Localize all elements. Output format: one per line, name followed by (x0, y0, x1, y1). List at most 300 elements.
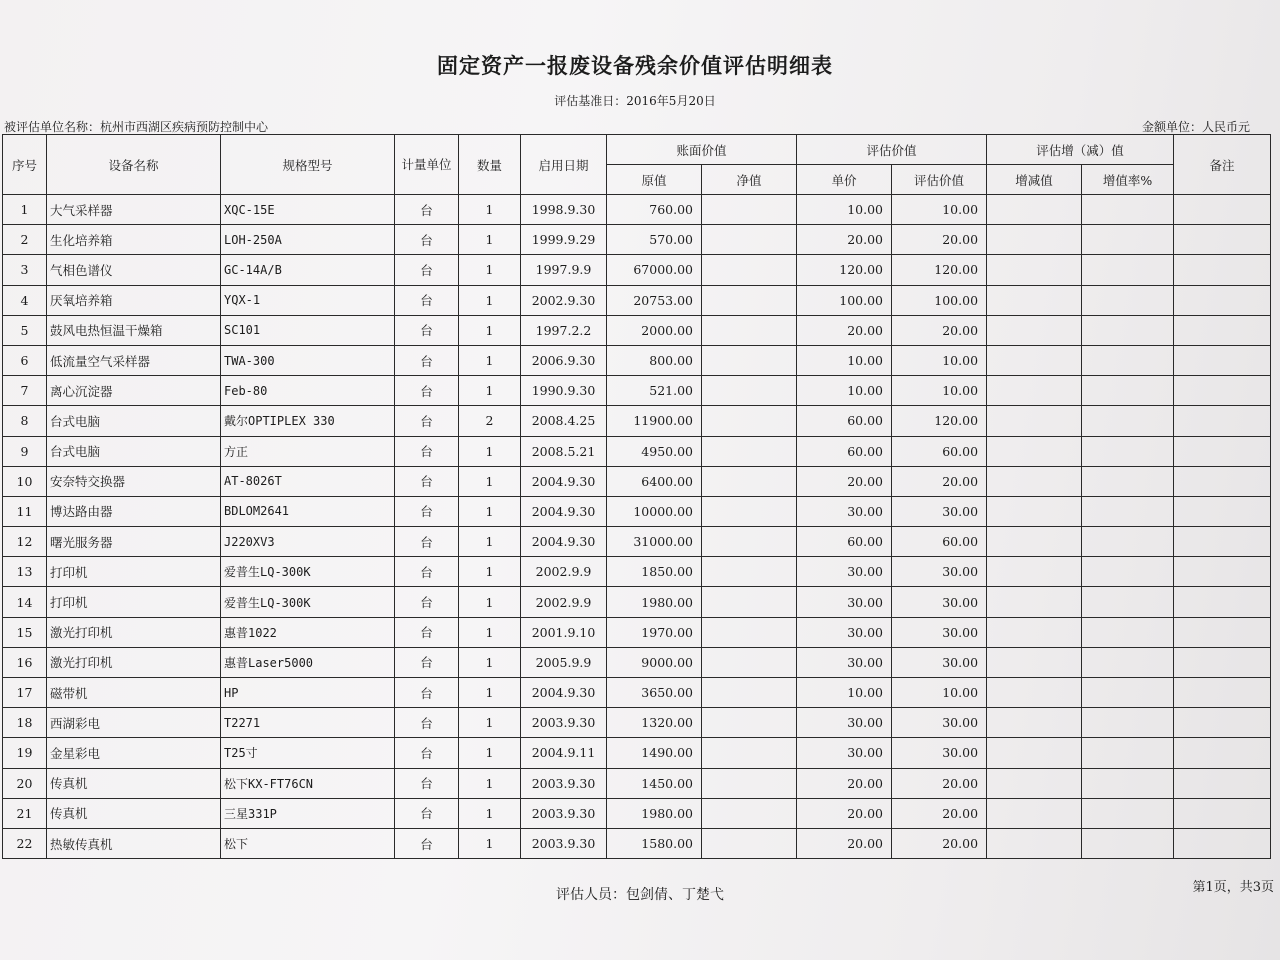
cell-unit-price: 60.00 (797, 527, 892, 557)
cell-remark (1174, 768, 1271, 798)
cell-model: 惠普Laser5000 (221, 647, 395, 677)
cell-start-date: 2001.9.10 (521, 617, 607, 647)
cell-unit-price: 30.00 (797, 587, 892, 617)
header-unit-price: 单价 (797, 165, 892, 195)
cell-name: 传真机 (47, 798, 221, 828)
cell-unit-price: 30.00 (797, 708, 892, 738)
cell-seq: 9 (3, 436, 47, 466)
cell-net-value (702, 768, 797, 798)
cell-seq: 19 (3, 738, 47, 768)
cell-qty: 1 (459, 255, 521, 285)
cell-model: 惠普1022 (221, 617, 395, 647)
cell-model: LOH-250A (221, 225, 395, 255)
cell-unit: 台 (395, 195, 459, 225)
cell-change-rate (1082, 557, 1174, 587)
cell-model: GC-14A/B (221, 255, 395, 285)
cell-unit-price: 100.00 (797, 285, 892, 315)
cell-remark (1174, 406, 1271, 436)
table-row (3, 738, 1271, 768)
cell-unit: 台 (395, 406, 459, 436)
cell-change-amount (987, 768, 1082, 798)
cell-name: 西湖彩电 (47, 708, 221, 738)
cell-change-rate (1082, 225, 1174, 255)
cell-eval-amount: 20.00 (892, 768, 987, 798)
cell-model: TWA-300 (221, 345, 395, 375)
cell-remark (1174, 225, 1271, 255)
cell-change-rate (1082, 617, 1174, 647)
cell-eval-amount: 20.00 (892, 466, 987, 496)
cell-qty: 1 (459, 466, 521, 496)
header-seq: 序号 (3, 135, 47, 195)
cell-eval-amount: 10.00 (892, 195, 987, 225)
cell-change-amount (987, 617, 1082, 647)
cell-qty: 1 (459, 768, 521, 798)
cell-net-value (702, 496, 797, 526)
cell-change-rate (1082, 345, 1174, 375)
cell-start-date: 2003.9.30 (521, 768, 607, 798)
header-qty: 数量 (459, 135, 521, 195)
cell-orig-value: 1980.00 (607, 798, 702, 828)
cell-eval-amount: 30.00 (892, 496, 987, 526)
cell-remark (1174, 255, 1271, 285)
cell-unit: 台 (395, 647, 459, 677)
cell-model: Feb-80 (221, 376, 395, 406)
cell-qty: 1 (459, 285, 521, 315)
asset-table (2, 134, 1271, 859)
cell-model: J220XV3 (221, 527, 395, 557)
cell-net-value (702, 587, 797, 617)
cell-eval-amount: 120.00 (892, 255, 987, 285)
cell-unit: 台 (395, 708, 459, 738)
cell-unit: 台 (395, 617, 459, 647)
cell-net-value (702, 406, 797, 436)
cell-seq: 17 (3, 678, 47, 708)
cell-unit: 台 (395, 798, 459, 828)
cell-start-date: 2006.9.30 (521, 345, 607, 375)
cell-change-rate (1082, 315, 1174, 345)
cell-change-amount (987, 557, 1082, 587)
cell-remark (1174, 678, 1271, 708)
cell-qty: 1 (459, 617, 521, 647)
cell-change-rate (1082, 587, 1174, 617)
cell-name: 台式电脑 (47, 406, 221, 436)
table-row (3, 647, 1271, 677)
cell-net-value (702, 225, 797, 255)
header-change-amount: 增减值 (987, 165, 1082, 195)
cell-unit: 台 (395, 738, 459, 768)
cell-remark (1174, 195, 1271, 225)
cell-orig-value: 570.00 (607, 225, 702, 255)
cell-change-rate (1082, 678, 1174, 708)
cell-eval-amount: 20.00 (892, 225, 987, 255)
cell-orig-value: 1320.00 (607, 708, 702, 738)
cell-unit: 台 (395, 527, 459, 557)
cell-start-date: 2004.9.30 (521, 527, 607, 557)
table-row (3, 315, 1271, 345)
cell-net-value (702, 738, 797, 768)
cell-name: 鼓风电热恒温干燥箱 (47, 315, 221, 345)
cell-change-rate (1082, 406, 1174, 436)
cell-eval-amount: 30.00 (892, 557, 987, 587)
table-row (3, 195, 1271, 225)
cell-name: 热敏传真机 (47, 828, 221, 858)
cell-orig-value: 9000.00 (607, 647, 702, 677)
cell-seq: 21 (3, 798, 47, 828)
cell-remark (1174, 285, 1271, 315)
cell-change-rate (1082, 768, 1174, 798)
table-row (3, 255, 1271, 285)
header-remark: 备注 (1174, 135, 1271, 195)
cell-unit-price: 60.00 (797, 436, 892, 466)
cell-change-amount (987, 708, 1082, 738)
table-row (3, 496, 1271, 526)
cell-unit: 台 (395, 557, 459, 587)
cell-remark (1174, 617, 1271, 647)
cell-qty: 1 (459, 828, 521, 858)
cell-change-rate (1082, 376, 1174, 406)
table-row (3, 617, 1271, 647)
cell-name: 离心沉淀器 (47, 376, 221, 406)
cell-name: 气相色谱仪 (47, 255, 221, 285)
header-eval-value: 评估价值 (797, 135, 987, 165)
cell-net-value (702, 617, 797, 647)
table-row (3, 768, 1271, 798)
cell-net-value (702, 708, 797, 738)
cell-net-value (702, 285, 797, 315)
cell-qty: 1 (459, 708, 521, 738)
cell-seq: 20 (3, 768, 47, 798)
cell-remark (1174, 315, 1271, 345)
cell-qty: 1 (459, 557, 521, 587)
cell-start-date: 2004.9.30 (521, 466, 607, 496)
cell-model: T25寸 (221, 738, 395, 768)
cell-net-value (702, 466, 797, 496)
page-title: 固定资产一报废设备残余价值评估明细表 (437, 54, 833, 78)
cell-orig-value: 1490.00 (607, 738, 702, 768)
cell-remark (1174, 496, 1271, 526)
cell-seq: 12 (3, 527, 47, 557)
cell-eval-amount: 30.00 (892, 587, 987, 617)
header-eval-amount: 评估价值 (892, 165, 987, 195)
cell-unit-price: 20.00 (797, 466, 892, 496)
cell-eval-amount: 20.00 (892, 798, 987, 828)
cell-qty: 1 (459, 225, 521, 255)
cell-unit: 台 (395, 587, 459, 617)
cell-model: 方正 (221, 436, 395, 466)
cell-eval-amount: 60.00 (892, 436, 987, 466)
cell-start-date: 2003.9.30 (521, 828, 607, 858)
cell-change-rate (1082, 496, 1174, 526)
cell-unit-price: 20.00 (797, 828, 892, 858)
cell-name: 磁带机 (47, 678, 221, 708)
cell-model: 松下 (221, 828, 395, 858)
cell-model: 三星331P (221, 798, 395, 828)
cell-unit-price: 120.00 (797, 255, 892, 285)
cell-seq: 10 (3, 466, 47, 496)
cell-orig-value: 6400.00 (607, 466, 702, 496)
cell-qty: 1 (459, 376, 521, 406)
cell-net-value (702, 798, 797, 828)
table-row (3, 466, 1271, 496)
cell-seq: 14 (3, 587, 47, 617)
cell-seq: 5 (3, 315, 47, 345)
cell-unit-price: 20.00 (797, 768, 892, 798)
cell-unit-price: 20.00 (797, 798, 892, 828)
cell-orig-value: 1580.00 (607, 828, 702, 858)
cell-orig-value: 10000.00 (607, 496, 702, 526)
cell-change-rate (1082, 255, 1174, 285)
table-row (3, 828, 1271, 858)
cell-change-amount (987, 527, 1082, 557)
cell-unit: 台 (395, 315, 459, 345)
cell-unit-price: 10.00 (797, 345, 892, 375)
cell-start-date: 2008.5.21 (521, 436, 607, 466)
cell-net-value (702, 647, 797, 677)
cell-unit-price: 30.00 (797, 557, 892, 587)
currency-label: 金额单位：人民币元 (1141, 120, 1250, 134)
cell-start-date: 2002.9.9 (521, 587, 607, 617)
cell-change-rate (1082, 647, 1174, 677)
cell-name: 大气采样器 (47, 195, 221, 225)
cell-qty: 1 (459, 195, 521, 225)
cell-change-rate (1082, 738, 1174, 768)
cell-eval-amount: 10.00 (892, 678, 987, 708)
cell-unit-price: 60.00 (797, 406, 892, 436)
cell-orig-value: 760.00 (607, 195, 702, 225)
cell-unit: 台 (395, 828, 459, 858)
cell-qty: 1 (459, 798, 521, 828)
header-net-value: 净值 (702, 165, 797, 195)
table-row (3, 285, 1271, 315)
cell-net-value (702, 315, 797, 345)
table-row (3, 798, 1271, 828)
table-row (3, 678, 1271, 708)
cell-change-amount (987, 406, 1082, 436)
table-row (3, 587, 1271, 617)
cell-orig-value: 20753.00 (607, 285, 702, 315)
cell-remark (1174, 466, 1271, 496)
cell-unit-price: 30.00 (797, 496, 892, 526)
cell-change-amount (987, 195, 1082, 225)
cell-orig-value: 4950.00 (607, 436, 702, 466)
cell-change-rate (1082, 828, 1174, 858)
cell-model: HP (221, 678, 395, 708)
cell-seq: 11 (3, 496, 47, 526)
cell-start-date: 2004.9.30 (521, 496, 607, 526)
cell-net-value (702, 527, 797, 557)
cell-remark (1174, 647, 1271, 677)
table-row (3, 436, 1271, 466)
cell-name: 激光打印机 (47, 647, 221, 677)
cell-eval-amount: 30.00 (892, 617, 987, 647)
cell-unit-price: 30.00 (797, 738, 892, 768)
table-row (3, 527, 1271, 557)
cell-unit: 台 (395, 225, 459, 255)
cell-model: 戴尔OPTIPLEX 330 (221, 406, 395, 436)
cell-seq: 3 (3, 255, 47, 285)
cell-eval-amount: 30.00 (892, 708, 987, 738)
cell-seq: 18 (3, 708, 47, 738)
cell-change-amount (987, 678, 1082, 708)
cell-change-rate (1082, 527, 1174, 557)
cell-unit: 台 (395, 285, 459, 315)
cell-seq: 22 (3, 828, 47, 858)
cell-unit-price: 30.00 (797, 617, 892, 647)
table-row (3, 406, 1271, 436)
cell-name: 台式电脑 (47, 436, 221, 466)
cell-start-date: 2002.9.30 (521, 285, 607, 315)
cell-eval-amount: 60.00 (892, 527, 987, 557)
cell-name: 安奈特交换器 (47, 466, 221, 496)
cell-name: 曙光服务器 (47, 527, 221, 557)
cell-model: 松下KX-FT76CN (221, 768, 395, 798)
cell-start-date: 1990.9.30 (521, 376, 607, 406)
cell-change-amount (987, 738, 1082, 768)
header-start-date: 启用日期 (521, 135, 607, 195)
cell-remark (1174, 345, 1271, 375)
cell-name: 打印机 (47, 557, 221, 587)
cell-unit: 台 (395, 376, 459, 406)
cell-change-amount (987, 647, 1082, 677)
cell-name: 打印机 (47, 587, 221, 617)
cell-unit-price: 30.00 (797, 647, 892, 677)
cell-eval-amount: 30.00 (892, 738, 987, 768)
cell-orig-value: 11900.00 (607, 406, 702, 436)
cell-net-value (702, 345, 797, 375)
cell-name: 厌氧培养箱 (47, 285, 221, 315)
cell-seq: 1 (3, 195, 47, 225)
cell-qty: 1 (459, 738, 521, 768)
cell-change-amount (987, 315, 1082, 345)
cell-remark (1174, 436, 1271, 466)
cell-orig-value: 1450.00 (607, 768, 702, 798)
cell-model: BDLOM2641 (221, 496, 395, 526)
base-date: 评估基准日：2016年5月20日 (554, 94, 716, 108)
cell-net-value (702, 436, 797, 466)
cell-model: 爱普生LQ-300K (221, 557, 395, 587)
cell-qty: 1 (459, 587, 521, 617)
cell-name: 传真机 (47, 768, 221, 798)
cell-change-amount (987, 587, 1082, 617)
evaluators: 评估人员：包剑倩、丁楚弋 (556, 887, 724, 903)
cell-start-date: 2003.9.30 (521, 708, 607, 738)
cell-change-amount (987, 285, 1082, 315)
cell-net-value (702, 828, 797, 858)
cell-change-rate (1082, 466, 1174, 496)
cell-unit: 台 (395, 768, 459, 798)
cell-seq: 16 (3, 647, 47, 677)
cell-start-date: 2002.9.9 (521, 557, 607, 587)
cell-orig-value: 1850.00 (607, 557, 702, 587)
cell-unit: 台 (395, 496, 459, 526)
cell-net-value (702, 255, 797, 285)
cell-start-date: 1999.9.29 (521, 225, 607, 255)
cell-change-amount (987, 798, 1082, 828)
cell-model: 爱普生LQ-300K (221, 587, 395, 617)
cell-seq: 6 (3, 345, 47, 375)
cell-qty: 1 (459, 315, 521, 345)
table-row (3, 225, 1271, 255)
cell-unit: 台 (395, 255, 459, 285)
cell-qty: 1 (459, 496, 521, 526)
cell-orig-value: 2000.00 (607, 315, 702, 345)
cell-model: SC101 (221, 315, 395, 345)
cell-unit: 台 (395, 678, 459, 708)
cell-net-value (702, 376, 797, 406)
cell-eval-amount: 20.00 (892, 315, 987, 345)
cell-remark (1174, 798, 1271, 828)
cell-unit-price: 10.00 (797, 376, 892, 406)
cell-orig-value: 31000.00 (607, 527, 702, 557)
header-book-value: 账面价值 (607, 135, 797, 165)
cell-change-amount (987, 225, 1082, 255)
cell-eval-amount: 10.00 (892, 376, 987, 406)
cell-change-amount (987, 828, 1082, 858)
cell-orig-value: 1970.00 (607, 617, 702, 647)
cell-change-rate (1082, 708, 1174, 738)
header-orig-value: 原值 (607, 165, 702, 195)
table-row (3, 345, 1271, 375)
cell-seq: 13 (3, 557, 47, 587)
cell-name: 博达路由器 (47, 496, 221, 526)
cell-unit-price: 20.00 (797, 225, 892, 255)
header-model: 规格型号 (221, 135, 395, 195)
cell-seq: 8 (3, 406, 47, 436)
cell-model: T2271 (221, 708, 395, 738)
cell-orig-value: 521.00 (607, 376, 702, 406)
cell-change-rate (1082, 285, 1174, 315)
cell-start-date: 1998.9.30 (521, 195, 607, 225)
cell-change-rate (1082, 798, 1174, 828)
cell-model: YQX-1 (221, 285, 395, 315)
cell-remark (1174, 557, 1271, 587)
cell-qty: 1 (459, 345, 521, 375)
cell-eval-amount: 10.00 (892, 345, 987, 375)
cell-eval-amount: 30.00 (892, 647, 987, 677)
cell-name: 生化培养箱 (47, 225, 221, 255)
table-body (3, 195, 1271, 859)
cell-change-rate (1082, 436, 1174, 466)
cell-remark (1174, 738, 1271, 768)
cell-unit-price: 10.00 (797, 678, 892, 708)
cell-seq: 7 (3, 376, 47, 406)
cell-remark (1174, 587, 1271, 617)
cell-remark (1174, 828, 1271, 858)
cell-unit-price: 10.00 (797, 195, 892, 225)
page-indicator: 第1页，共3页 (1192, 880, 1274, 895)
cell-change-amount (987, 436, 1082, 466)
cell-seq: 4 (3, 285, 47, 315)
cell-start-date: 2003.9.30 (521, 798, 607, 828)
table-row (3, 376, 1271, 406)
cell-start-date: 2004.9.30 (521, 678, 607, 708)
cell-qty: 1 (459, 678, 521, 708)
cell-change-amount (987, 255, 1082, 285)
cell-qty: 2 (459, 406, 521, 436)
cell-change-amount (987, 496, 1082, 526)
header-change-rate: 增值率% (1082, 165, 1174, 195)
cell-start-date: 1997.2.2 (521, 315, 607, 345)
cell-name: 激光打印机 (47, 617, 221, 647)
cell-start-date: 2005.9.9 (521, 647, 607, 677)
cell-change-amount (987, 466, 1082, 496)
cell-seq: 15 (3, 617, 47, 647)
cell-unit-price: 20.00 (797, 315, 892, 345)
cell-qty: 1 (459, 527, 521, 557)
cell-orig-value: 3650.00 (607, 678, 702, 708)
cell-remark (1174, 376, 1271, 406)
cell-orig-value: 67000.00 (607, 255, 702, 285)
